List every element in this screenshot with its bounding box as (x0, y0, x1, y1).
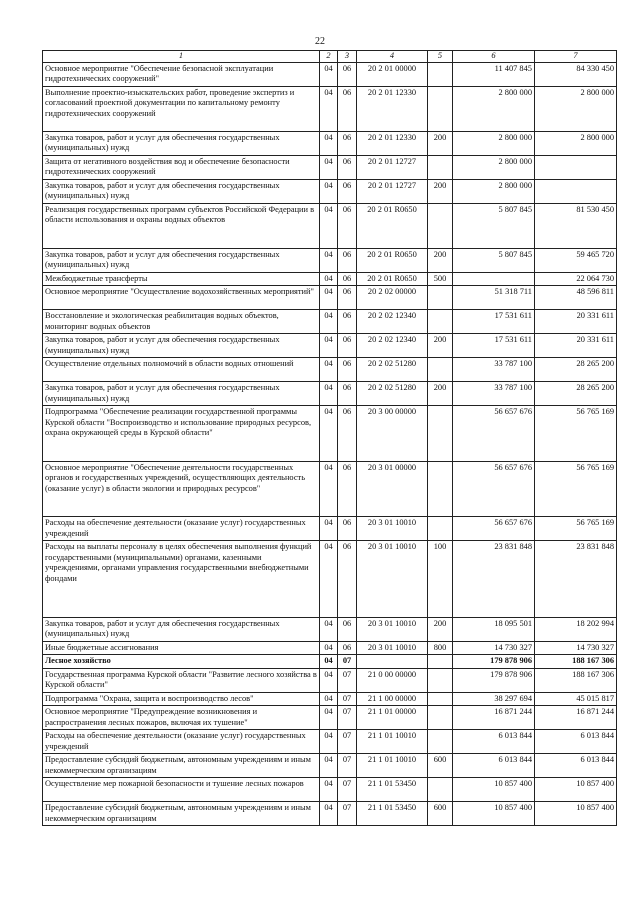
cell-subsection: 06 (338, 131, 357, 155)
cell-subsection: 07 (338, 730, 357, 754)
cell-description: Закупка товаров, работ и услуг для обеспечения государственных (муниципальных) нужд (43, 334, 320, 358)
cell-amount-year-2: 56 765 169 (535, 517, 617, 541)
cell-expense-type (428, 778, 453, 802)
cell-section: 04 (320, 692, 338, 706)
cell-amount-year-1: 56 657 676 (453, 406, 535, 462)
cell-description: Основное мероприятие "Предупреждение возникновения и распространения лесных пожаров, включая их тушение" (43, 706, 320, 730)
cell-expense-type (428, 706, 453, 730)
cell-amount-year-1 (453, 272, 535, 286)
cell-section: 04 (320, 358, 338, 382)
cell-section: 04 (320, 62, 338, 86)
cell-description: Подпрограмма "Охрана, защита и воспроизводство лесов" (43, 692, 320, 706)
cell-description: Защита от негативного воздействия вод и обеспечение безопасности гидротехнических сооружений (43, 155, 320, 179)
cell-target-code (357, 655, 428, 669)
cell-target-code: 20 2 02 12340 (357, 310, 428, 334)
cell-amount-year-1: 10 857 400 (453, 802, 535, 826)
header-col-4: 4 (357, 51, 428, 63)
cell-expense-type (428, 62, 453, 86)
cell-amount-year-2: 20 331 611 (535, 334, 617, 358)
cell-amount-year-1: 38 297 694 (453, 692, 535, 706)
cell-expense-type (428, 655, 453, 669)
cell-description: Осуществление мер пожарной безопасности и тушение лесных пожаров (43, 778, 320, 802)
cell-expense-type (428, 286, 453, 310)
cell-amount-year-1: 56 657 676 (453, 461, 535, 517)
cell-section: 04 (320, 203, 338, 248)
table-row (43, 778, 617, 802)
table-row (43, 86, 617, 131)
cell-description: Закупка товаров, работ и услуг для обеспечения государственных (муниципальных) нужд (43, 179, 320, 203)
cell-target-code: 20 2 02 51280 (357, 382, 428, 406)
cell-section: 04 (320, 754, 338, 778)
cell-section: 04 (320, 406, 338, 462)
cell-description: Реализация государственных программ субъектов Российской Федерации в области использования и охраны водных объектов (43, 203, 320, 248)
cell-description: Лесное хозяйство (43, 655, 320, 669)
cell-expense-type: 100 (428, 541, 453, 618)
cell-section: 04 (320, 382, 338, 406)
cell-target-code: 21 1 01 53450 (357, 802, 428, 826)
header-col-5: 5 (428, 51, 453, 63)
table-row (43, 641, 617, 655)
cell-amount-year-1: 16 871 244 (453, 706, 535, 730)
header-col-7: 7 (535, 51, 617, 63)
table-row (43, 517, 617, 541)
cell-target-code: 20 2 01 R0650 (357, 272, 428, 286)
cell-amount-year-2 (535, 179, 617, 203)
cell-target-code: 20 2 02 12340 (357, 334, 428, 358)
table-row (43, 655, 617, 669)
cell-expense-type (428, 155, 453, 179)
cell-amount-year-2: 81 530 450 (535, 203, 617, 248)
cell-subsection: 06 (338, 62, 357, 86)
cell-expense-type: 200 (428, 179, 453, 203)
cell-target-code: 20 2 01 R0650 (357, 203, 428, 248)
cell-section: 04 (320, 778, 338, 802)
cell-amount-year-1: 10 857 400 (453, 778, 535, 802)
cell-section: 04 (320, 334, 338, 358)
cell-subsection: 06 (338, 248, 357, 272)
cell-target-code: 21 1 01 10010 (357, 730, 428, 754)
cell-section: 04 (320, 179, 338, 203)
cell-description: Закупка товаров, работ и услуг для обеспечения государственных (муниципальных) нужд (43, 382, 320, 406)
cell-subsection: 06 (338, 406, 357, 462)
cell-description: Закупка товаров, работ и услуг для обеспечения государственных (муниципальных) нужд (43, 248, 320, 272)
table-row (43, 179, 617, 203)
table-row (43, 272, 617, 286)
table-row (43, 382, 617, 406)
cell-section: 04 (320, 706, 338, 730)
table-row (43, 617, 617, 641)
cell-section: 04 (320, 86, 338, 131)
cell-description: Осуществление отдельных полномочий в области водных отношений (43, 358, 320, 382)
cell-expense-type (428, 310, 453, 334)
cell-section: 04 (320, 541, 338, 618)
cell-amount-year-2: 2 800 000 (535, 131, 617, 155)
table-row (43, 334, 617, 358)
cell-amount-year-1: 2 800 000 (453, 179, 535, 203)
table-row (43, 406, 617, 462)
cell-amount-year-2: 28 265 200 (535, 382, 617, 406)
cell-description: Выполнение проектно-изыскательских работ, проведение экспертиз и согласований проектной документации по капитальному ремонту гидротехнических сооружений (43, 86, 320, 131)
cell-description: Основное мероприятие "Обеспечение безопасной эксплуатации гидротехнических сооружений" (43, 62, 320, 86)
cell-subsection: 06 (338, 517, 357, 541)
cell-target-code: 20 3 01 10010 (357, 517, 428, 541)
cell-subsection: 06 (338, 358, 357, 382)
cell-section: 04 (320, 668, 338, 692)
cell-amount-year-2: 188 167 306 (535, 668, 617, 692)
cell-expense-type (428, 86, 453, 131)
cell-amount-year-1: 11 407 845 (453, 62, 535, 86)
cell-target-code: 21 0 00 00000 (357, 668, 428, 692)
cell-amount-year-1: 2 800 000 (453, 155, 535, 179)
cell-description: Предоставление субсидий бюджетным, автономным учреждениям и иным некоммерческим организациям (43, 754, 320, 778)
cell-target-code: 20 2 01 R0650 (357, 248, 428, 272)
cell-expense-type: 200 (428, 617, 453, 641)
cell-amount-year-2: 2 800 000 (535, 86, 617, 131)
cell-target-code: 21 1 01 00000 (357, 706, 428, 730)
cell-expense-type: 200 (428, 131, 453, 155)
cell-expense-type (428, 406, 453, 462)
cell-section: 04 (320, 248, 338, 272)
cell-amount-year-1: 51 318 711 (453, 286, 535, 310)
cell-subsection: 06 (338, 541, 357, 618)
cell-amount-year-1: 14 730 327 (453, 641, 535, 655)
cell-description: Подпрограмма "Обеспечение реализации государственной программы Курской области "Воспроизводство и использование природных ресурсов, охрана окружающей среды в Курской области" (43, 406, 320, 462)
cell-subsection: 06 (338, 272, 357, 286)
table-row (43, 203, 617, 248)
cell-expense-type (428, 517, 453, 541)
cell-amount-year-2 (535, 155, 617, 179)
header-col-2: 2 (320, 51, 338, 63)
table-row (43, 541, 617, 618)
cell-amount-year-2: 14 730 327 (535, 641, 617, 655)
cell-description: Межбюджетные трансферты (43, 272, 320, 286)
table-row (43, 461, 617, 517)
cell-expense-type (428, 692, 453, 706)
cell-description: Предоставление субсидий бюджетным, автономным учреждениям и иным некоммерческим организациям (43, 802, 320, 826)
cell-description: Основное мероприятие "Обеспечение деятельности государственных органов и государственных учреждений, осуществляющих деятельность (оказание услуг) в области экологии и природных ресурсов" (43, 461, 320, 517)
cell-amount-year-2: 6 013 844 (535, 754, 617, 778)
cell-subsection: 06 (338, 179, 357, 203)
cell-expense-type: 600 (428, 802, 453, 826)
cell-target-code: 21 1 01 10010 (357, 754, 428, 778)
cell-amount-year-1: 23 831 848 (453, 541, 535, 618)
cell-target-code: 20 2 01 12330 (357, 131, 428, 155)
cell-expense-type: 500 (428, 272, 453, 286)
table-row (43, 62, 617, 86)
page-number: 22 (315, 36, 325, 47)
table-row (43, 286, 617, 310)
table-row (43, 310, 617, 334)
table-row (43, 668, 617, 692)
cell-section: 04 (320, 286, 338, 310)
cell-amount-year-2: 56 765 169 (535, 461, 617, 517)
cell-amount-year-1: 179 878 906 (453, 668, 535, 692)
cell-target-code: 20 2 01 00000 (357, 62, 428, 86)
cell-amount-year-2: 188 167 306 (535, 655, 617, 669)
table-row (43, 730, 617, 754)
cell-subsection: 06 (338, 203, 357, 248)
cell-subsection: 06 (338, 382, 357, 406)
cell-section: 04 (320, 461, 338, 517)
cell-amount-year-1: 33 787 100 (453, 382, 535, 406)
table-row (43, 802, 617, 826)
cell-description: Закупка товаров, работ и услуг для обеспечения государственных (муниципальных) нужд (43, 131, 320, 155)
cell-section: 04 (320, 655, 338, 669)
cell-amount-year-2: 45 015 817 (535, 692, 617, 706)
header-col-1: 1 (43, 51, 320, 63)
cell-target-code: 20 3 01 00000 (357, 461, 428, 517)
cell-expense-type (428, 461, 453, 517)
cell-amount-year-2: 10 857 400 (535, 802, 617, 826)
cell-subsection: 07 (338, 754, 357, 778)
cell-expense-type: 800 (428, 641, 453, 655)
cell-section: 04 (320, 617, 338, 641)
cell-amount-year-2: 56 765 169 (535, 406, 617, 462)
cell-section: 04 (320, 131, 338, 155)
cell-target-code: 20 2 01 12330 (357, 86, 428, 131)
cell-amount-year-1: 17 531 611 (453, 334, 535, 358)
header-row (43, 51, 617, 63)
cell-target-code: 20 2 01 12727 (357, 179, 428, 203)
cell-target-code: 20 3 01 10010 (357, 617, 428, 641)
cell-description: Закупка товаров, работ и услуг для обеспечения государственных (муниципальных) нужд (43, 617, 320, 641)
cell-description: Основное мероприятие "Осуществление водохозяйственных мероприятий" (43, 286, 320, 310)
cell-subsection: 07 (338, 668, 357, 692)
cell-subsection: 06 (338, 461, 357, 517)
cell-amount-year-1: 179 878 906 (453, 655, 535, 669)
cell-subsection: 07 (338, 802, 357, 826)
cell-amount-year-2: 48 596 811 (535, 286, 617, 310)
table-row (43, 155, 617, 179)
table-row (43, 358, 617, 382)
cell-amount-year-2: 16 871 244 (535, 706, 617, 730)
cell-description: Государственная программа Курской области "Развитие лесного хозяйства в Курской области" (43, 668, 320, 692)
cell-amount-year-1: 5 807 845 (453, 203, 535, 248)
cell-amount-year-1: 2 800 000 (453, 86, 535, 131)
table-row (43, 706, 617, 730)
cell-subsection: 06 (338, 641, 357, 655)
cell-description: Расходы на обеспечение деятельности (оказание услуг) государственных учреждений (43, 517, 320, 541)
header-col-3: 3 (338, 51, 357, 63)
cell-target-code: 20 3 01 10010 (357, 541, 428, 618)
cell-amount-year-1: 56 657 676 (453, 517, 535, 541)
cell-section: 04 (320, 802, 338, 826)
cell-amount-year-2: 6 013 844 (535, 730, 617, 754)
cell-target-code: 20 2 02 51280 (357, 358, 428, 382)
table-row (43, 754, 617, 778)
table-row (43, 692, 617, 706)
cell-amount-year-1: 33 787 100 (453, 358, 535, 382)
cell-subsection: 07 (338, 655, 357, 669)
cell-expense-type (428, 203, 453, 248)
cell-amount-year-2: 22 064 730 (535, 272, 617, 286)
cell-target-code: 20 3 01 10010 (357, 641, 428, 655)
cell-target-code: 20 2 01 12727 (357, 155, 428, 179)
cell-description: Восстановление и экологическая реабилитация водных объектов, мониторинг водных объектов (43, 310, 320, 334)
cell-amount-year-2: 59 465 720 (535, 248, 617, 272)
budget-table (42, 50, 617, 826)
cell-section: 04 (320, 730, 338, 754)
cell-amount-year-1: 6 013 844 (453, 730, 535, 754)
cell-amount-year-2: 20 331 611 (535, 310, 617, 334)
cell-amount-year-1: 18 095 501 (453, 617, 535, 641)
cell-section: 04 (320, 272, 338, 286)
cell-target-code: 21 1 01 53450 (357, 778, 428, 802)
cell-section: 04 (320, 641, 338, 655)
cell-subsection: 06 (338, 286, 357, 310)
cell-subsection: 07 (338, 706, 357, 730)
cell-description: Расходы на обеспечение деятельности (оказание услуг) государственных учреждений (43, 730, 320, 754)
cell-description: Расходы на выплаты персоналу в целях обеспечения выполнения функций государственными (муниципальными) органами, казенными учреждениями, органами управления государственными внебюджетными фондами (43, 541, 320, 618)
cell-subsection: 06 (338, 334, 357, 358)
cell-subsection: 07 (338, 692, 357, 706)
cell-subsection: 06 (338, 310, 357, 334)
cell-amount-year-2: 10 857 400 (535, 778, 617, 802)
cell-amount-year-1: 2 800 000 (453, 131, 535, 155)
cell-expense-type (428, 358, 453, 382)
cell-target-code: 21 1 00 00000 (357, 692, 428, 706)
cell-amount-year-2: 28 265 200 (535, 358, 617, 382)
cell-target-code: 20 2 02 00000 (357, 286, 428, 310)
table-row (43, 131, 617, 155)
cell-expense-type: 600 (428, 754, 453, 778)
cell-description: Иные бюджетные ассигнования (43, 641, 320, 655)
cell-target-code: 20 3 00 00000 (357, 406, 428, 462)
cell-subsection: 06 (338, 617, 357, 641)
cell-amount-year-1: 17 531 611 (453, 310, 535, 334)
cell-section: 04 (320, 310, 338, 334)
table-row (43, 248, 617, 272)
cell-section: 04 (320, 155, 338, 179)
cell-section: 04 (320, 517, 338, 541)
cell-amount-year-2: 23 831 848 (535, 541, 617, 618)
cell-expense-type (428, 668, 453, 692)
cell-expense-type: 200 (428, 334, 453, 358)
cell-expense-type: 200 (428, 248, 453, 272)
cell-expense-type: 200 (428, 382, 453, 406)
cell-amount-year-1: 5 807 845 (453, 248, 535, 272)
cell-expense-type (428, 730, 453, 754)
cell-subsection: 07 (338, 778, 357, 802)
cell-subsection: 06 (338, 155, 357, 179)
cell-subsection: 06 (338, 86, 357, 131)
cell-amount-year-2: 18 202 994 (535, 617, 617, 641)
header-col-6: 6 (453, 51, 535, 63)
cell-amount-year-1: 6 013 844 (453, 754, 535, 778)
table-body (43, 62, 617, 826)
cell-amount-year-2: 84 330 450 (535, 62, 617, 86)
